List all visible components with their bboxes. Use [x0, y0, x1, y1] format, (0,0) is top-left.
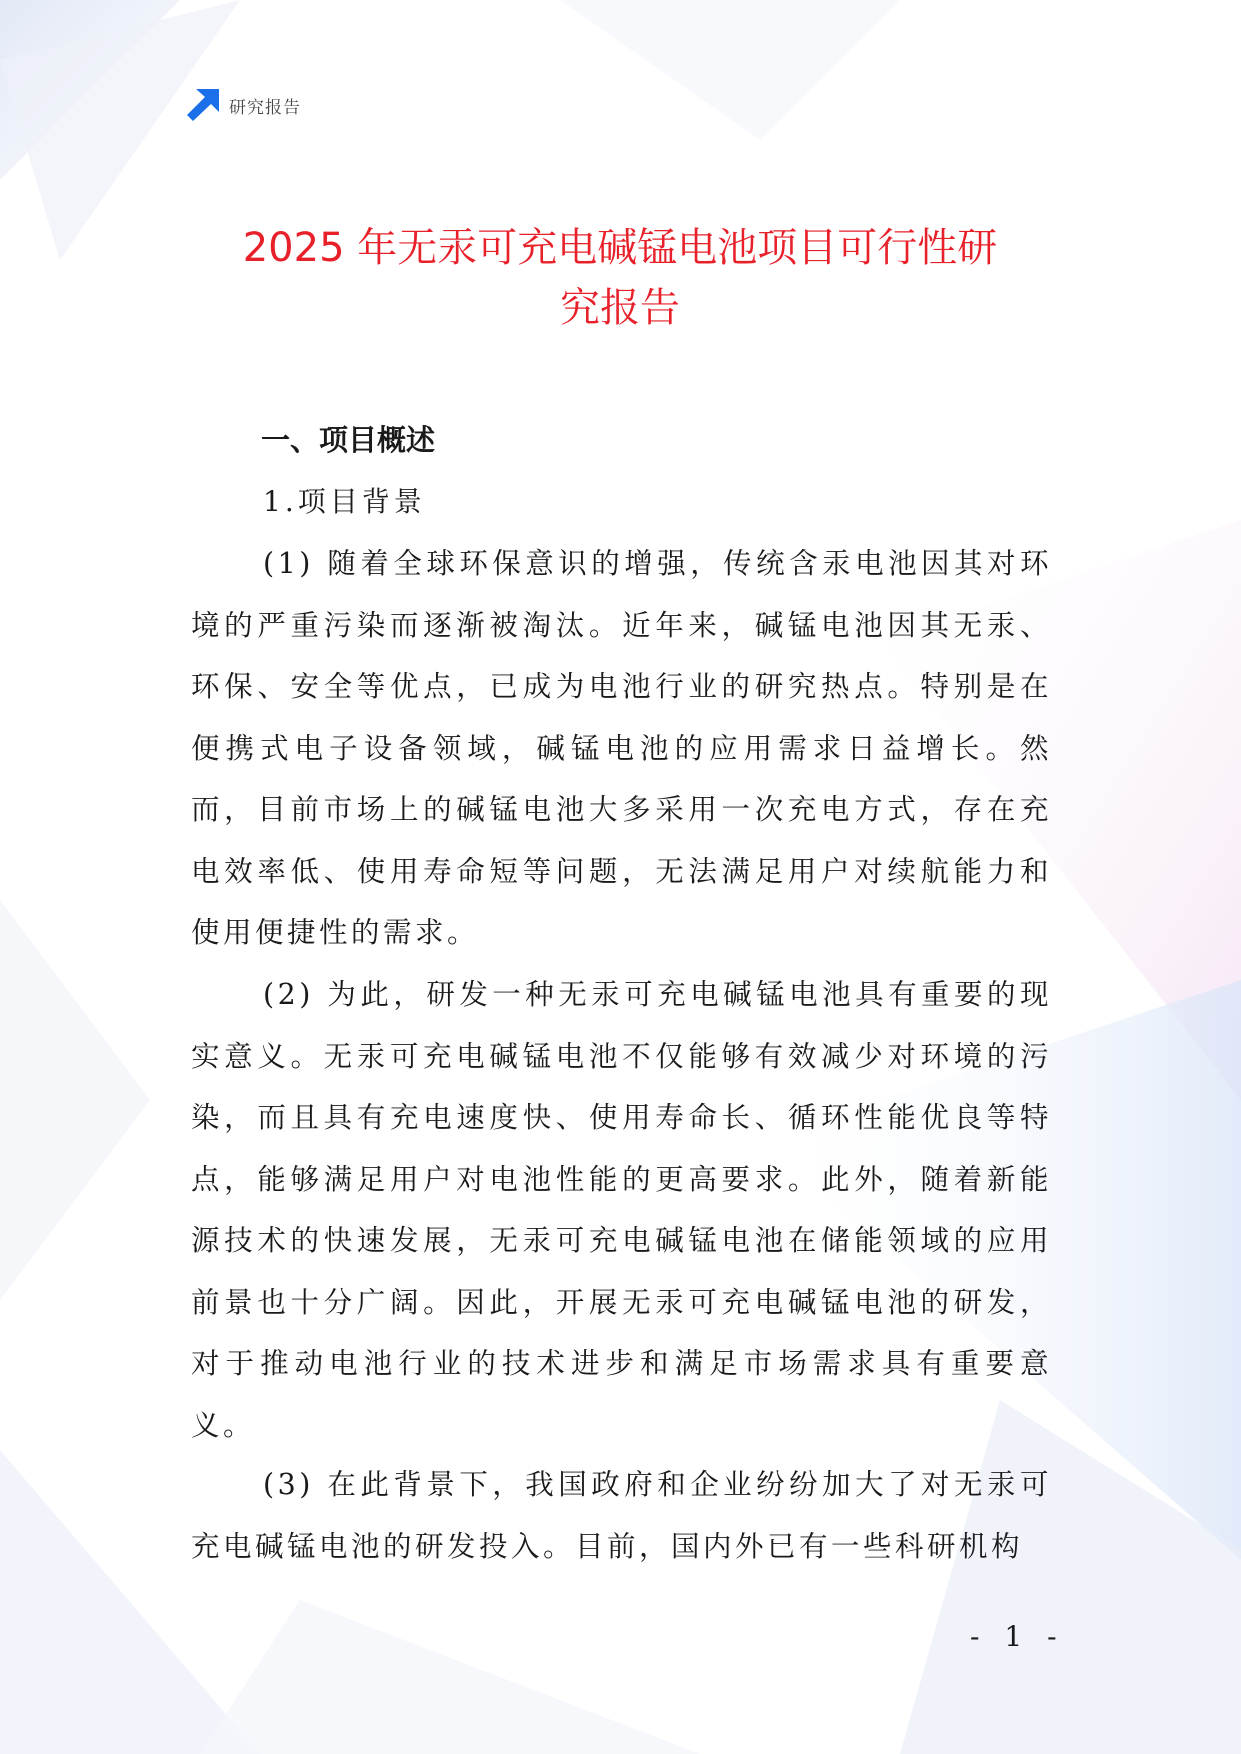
arrow-up-right-icon — [187, 89, 219, 121]
section-heading: 一、项目概述 — [261, 423, 436, 457]
title-line-2: 究报告 — [560, 285, 680, 331]
header-label: 研究报告 — [229, 97, 301, 118]
report-header — [187, 88, 301, 122]
body-paragraph-2: (2) 为此，研发一种无汞可充电碱锰电池具有重要的现实意义。无汞可充电碱锰电池不仅能够有效减少对环境的污染，而且具有充电速度快、使用寿命长、循环性能优良等特点，能够满足用户对电池性能的更高要求。此外，随着新能源技术的快速发展，无汞可充电碱锰电池在储能领域的应用前景也十分广阔。因此，开展无汞可充电碱锰电池的研发，对于推动电池行业的技术进步和满足市场需求具有重要意义。 — [191, 978, 1052, 1442]
body-paragraph-1: (1) 随着全球环保意识的增强，传统含汞电池因其对环境的严重污染而逐渐被淘汰。近年来，碱锰电池因其无汞、环保、安全等优点，已成为电池行业的研究热点。特别是在便携式电子设备领域，碱锰电池的应用需求日益增长。然而，目前市场上的碱锰电池大多采用一次充电方式，存在充电效率低、使用寿命短等问题，无法满足用户对续航能力和使用便捷性的需求。 — [191, 547, 1052, 949]
title-line-1: 2025 年无汞可充电碱锰电池项目可行性研 — [242, 225, 998, 271]
document-title — [190, 218, 1050, 338]
subsection-heading: 1.项目背景 — [263, 485, 426, 518]
page-number: - 1 - — [970, 1620, 1065, 1653]
body-paragraph-3: (3) 在此背景下，我国政府和企业纷纷加大了对无汞可充电碱锰电池的研发投入。目前，国内外已有一些科研机构 — [191, 1468, 1052, 1563]
